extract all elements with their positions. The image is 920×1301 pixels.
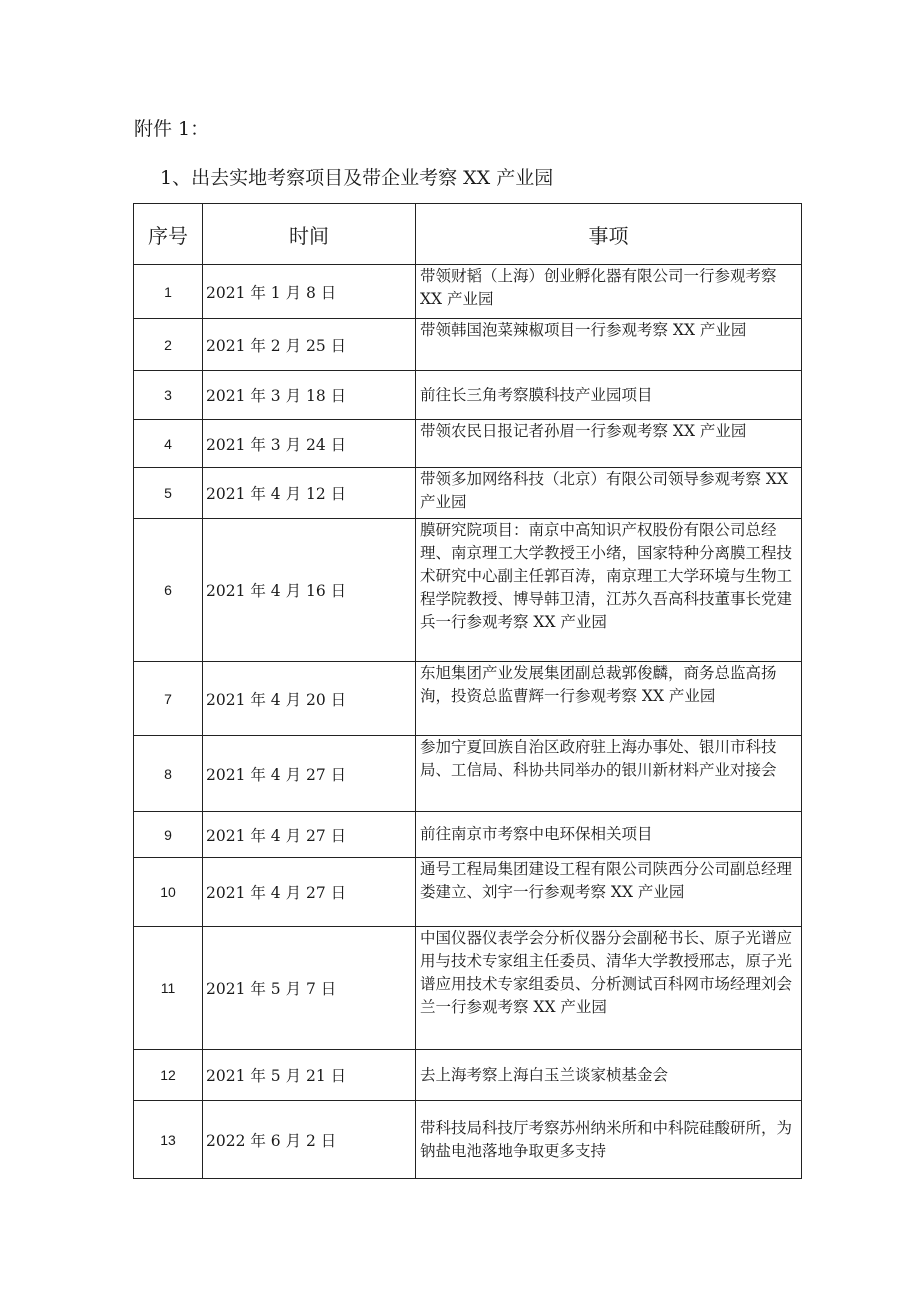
row-seq: 11 [134, 927, 203, 1050]
header-seq: 序号 [134, 204, 203, 265]
table-row [134, 371, 802, 420]
inspection-table [133, 203, 802, 1179]
row-item: 带科技局科技厅考察苏州纳米所和中科院硅酸研所，为钠盐电池落地争取更多支持 [416, 1101, 802, 1179]
row-item: 中国仪器仪表学会分析仪器分会副秘书长、原子光谱应用与技术专家组主任委员、清华大学教授邢志，原子光谱应用技术专家组委员、分析测试百科网市场经理刘会兰一行参观考察 XX 产业园 [416, 927, 802, 1050]
table-row [134, 265, 802, 319]
row-seq: 13 [134, 1101, 203, 1179]
row-seq: 4 [134, 420, 203, 468]
row-item: 通号工程局集团建设工程有限公司陕西分公司副总经理娄建立、刘宇一行参观考察 XX 产业园 [416, 858, 802, 927]
row-item: 前往南京市考察中电环保相关项目 [416, 812, 802, 858]
row-seq: 8 [134, 736, 203, 812]
table-row [134, 662, 802, 736]
row-time: 2022 年 6 月 2 日 [203, 1101, 416, 1179]
row-item: 带领农民日报记者孙眉一行参观考察 XX 产业园 [416, 420, 802, 468]
row-time: 2021 年 3 月 18 日 [203, 371, 416, 420]
table-row [134, 812, 802, 858]
row-item: 去上海考察上海白玉兰谈家桢基金会 [416, 1050, 802, 1101]
section-heading: 1、出去实地考察项目及带企业考察 XX 产业园 [160, 167, 554, 189]
row-seq: 1 [134, 265, 203, 319]
row-time: 2021 年 4 月 12 日 [203, 468, 416, 519]
row-time: 2021 年 4 月 27 日 [203, 858, 416, 927]
row-time: 2021 年 5 月 7 日 [203, 927, 416, 1050]
row-item: 前往长三角考察膜科技产业园项目 [416, 371, 802, 420]
table-row [134, 319, 802, 371]
row-seq: 6 [134, 519, 203, 662]
row-item: 带领韩国泡菜辣椒项目一行参观考察 XX 产业园 [416, 319, 802, 371]
table-row [134, 1101, 802, 1179]
row-time: 2021 年 1 月 8 日 [203, 265, 416, 319]
row-seq: 3 [134, 371, 203, 420]
row-time: 2021 年 4 月 20 日 [203, 662, 416, 736]
row-time: 2021 年 4 月 16 日 [203, 519, 416, 662]
row-seq: 12 [134, 1050, 203, 1101]
row-seq: 2 [134, 319, 203, 371]
row-item: 参加宁夏回族自治区政府驻上海办事处、银川市科技局、工信局、科协共同举办的银川新材料产业对接会 [416, 736, 802, 812]
table-row [134, 858, 802, 927]
row-item: 带领多加网络科技（北京）有限公司领导参观考察 XX 产业园 [416, 468, 802, 519]
row-item: 东旭集团产业发展集团副总裁郭俊麟，商务总监高扬洵，投资总监曹辉一行参观考察 XX 产业园 [416, 662, 802, 736]
table-row [134, 736, 802, 812]
row-time: 2021 年 3 月 24 日 [203, 420, 416, 468]
row-seq: 10 [134, 858, 203, 927]
header-item: 事项 [416, 204, 802, 265]
table-row [134, 519, 802, 662]
table-row [134, 420, 802, 468]
table-row [134, 468, 802, 519]
row-time: 2021 年 5 月 21 日 [203, 1050, 416, 1101]
row-item: 膜研究院项目：南京中高知识产权股份有限公司总经理、南京理工大学教授王小绪，国家特种分离膜工程技术研究中心副主任郭百涛，南京理工大学环境与生物工程学院教授、博导韩卫清，江苏久吾高科技董事长党建兵一行参观考察 XX 产业园 [416, 519, 802, 662]
row-time: 2021 年 4 月 27 日 [203, 812, 416, 858]
row-seq: 7 [134, 662, 203, 736]
row-item: 带领财韬（上海）创业孵化器有限公司一行参观考察 XX 产业园 [416, 265, 802, 319]
row-time: 2021 年 2 月 25 日 [203, 319, 416, 371]
table-row [134, 927, 802, 1050]
row-time: 2021 年 4 月 27 日 [203, 736, 416, 812]
table-header-row [134, 204, 802, 265]
header-time: 时间 [203, 204, 416, 265]
row-seq: 9 [134, 812, 203, 858]
row-seq: 5 [134, 468, 203, 519]
table-row [134, 1050, 802, 1101]
attachment-label: 附件 1： [134, 118, 210, 140]
